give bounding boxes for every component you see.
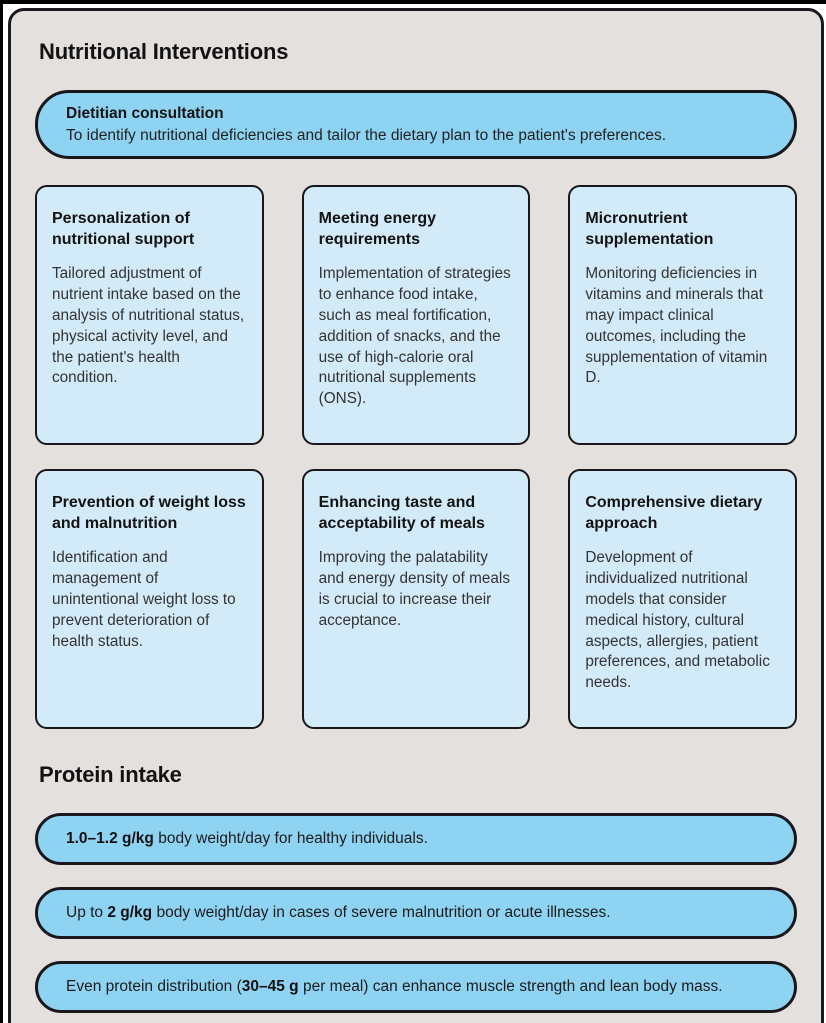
card-body: Tailored adjustment of nutrient intake based on the analysis of nutritional status, physical activity level, and the patient's health condition. bbox=[52, 265, 245, 387]
banner-description: To identify nutritional deficiencies and tailor the dietary plan to the patient's preferences. bbox=[66, 126, 667, 144]
card-body: Implementation of strategies to enhance food intake, such as meal fortification, addition of snacks, and the use of high-calorie oral nutritional supplements (ONS). bbox=[318, 265, 511, 408]
card-title: Micronutrient supplementation bbox=[585, 210, 714, 248]
card-body: Identification and management of unintentional weight loss to prevent deterioration of health status. bbox=[52, 549, 236, 650]
card-title: Prevention of weight loss and malnutrition bbox=[52, 494, 246, 532]
protein-pill-distribution bbox=[35, 961, 797, 1013]
protein-pill-malnutrition bbox=[35, 887, 797, 939]
card-title: Enhancing taste and acceptability of meals bbox=[318, 494, 485, 532]
banner-title: Dietitian consultation bbox=[66, 105, 224, 122]
pill-text: Even protein distribution ( bbox=[66, 978, 242, 996]
card-weight-loss-prevention bbox=[35, 469, 264, 729]
card-body: Development of individualized nutritional models that consider medical history, cultural aspects, allergies, patient preferences, and metabolic needs. bbox=[585, 549, 770, 692]
pill-text: body weight/day for healthy individuals. bbox=[153, 830, 428, 848]
protein-intake-title: Protein intake bbox=[39, 762, 182, 788]
protein-pill-healthy bbox=[35, 813, 797, 865]
card-title: Comprehensive dietary approach bbox=[585, 494, 763, 532]
pill-text: Up to bbox=[66, 904, 108, 922]
pill-bold-value: 1.0–1.2 g/kg bbox=[66, 830, 154, 848]
pill-text: body weight/day in cases of severe malnutrition or acute illnesses. bbox=[152, 904, 611, 922]
card-energy-requirements bbox=[302, 185, 531, 445]
card-micronutrient bbox=[568, 185, 797, 445]
interventions-grid bbox=[35, 185, 797, 729]
card-personalization bbox=[35, 185, 264, 445]
card-title: Meeting energy requirements bbox=[318, 210, 437, 248]
pill-bold-value: 2 g/kg bbox=[107, 904, 153, 922]
infographic-frame bbox=[8, 8, 824, 1023]
card-title: Personalization of nutritional support bbox=[52, 210, 195, 248]
pill-bold-value: 30–45 g bbox=[241, 978, 299, 996]
dietitian-consultation-banner bbox=[35, 90, 797, 159]
card-taste-acceptability bbox=[302, 469, 531, 729]
card-comprehensive-approach bbox=[568, 469, 797, 729]
card-body: Monitoring deficiencies in vitamins and minerals that may impact clinical outcomes, including the supplementation of vitamin D. bbox=[585, 265, 768, 387]
page-title: Nutritional Interventions bbox=[39, 39, 289, 64]
card-body: Improving the palatability and energy density of meals is crucial to increase their acceptance. bbox=[318, 549, 510, 629]
pill-text: per meal) can enhance muscle strength and lean body mass. bbox=[298, 978, 723, 996]
